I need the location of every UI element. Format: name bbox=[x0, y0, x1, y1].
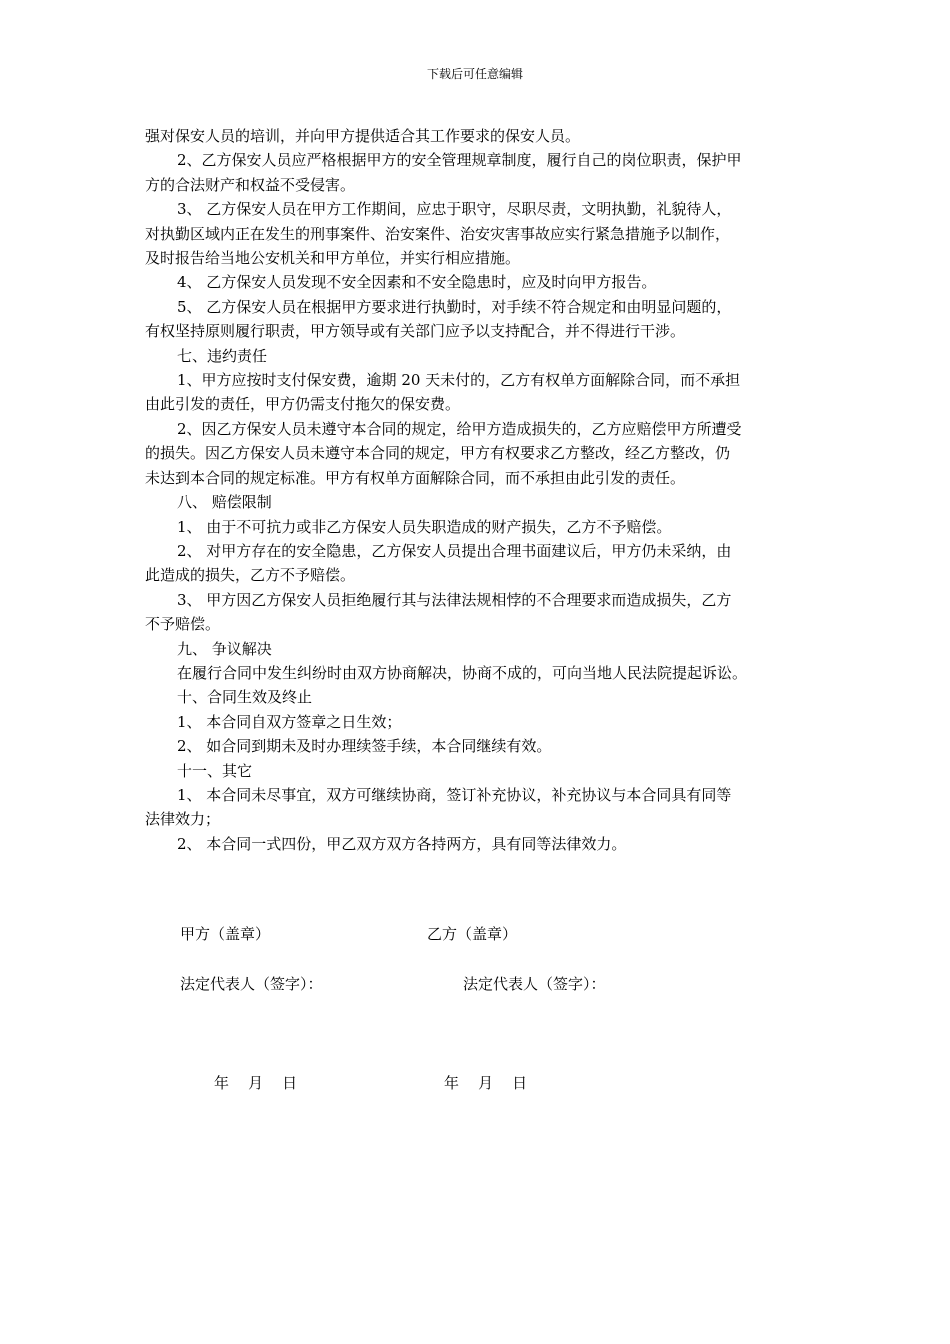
text-line: 不予赔偿。 bbox=[145, 615, 221, 634]
text-line: 对执勤区域内正在发生的刑事案件、治安案件、治安灾害事故应实行紧急措施予以制作， bbox=[145, 224, 731, 243]
text-line: 1、 本合同未尽事宜，双方可继续协商，签订补充协议，补充协议与本合同具有同等 bbox=[177, 785, 732, 804]
text-line: 的损失。因乙方保安人员未遵守本合同的规定，甲方有权要求乙方整改，经乙方整改，仍 bbox=[145, 444, 731, 463]
text-line: 法律效力； bbox=[145, 810, 221, 829]
text-line: 在履行合同中发生纠纷时由双方协商解决，协商不成的，可向当地人民法院提起诉讼。 bbox=[177, 663, 748, 682]
text-line: 2、乙方保安人员应严格根据甲方的安全管理规章制度，履行自己的岗位职责，保护甲 bbox=[177, 151, 742, 170]
text-line: 强对保安人员的培训，并向甲方提供适合其工作要求的保安人员。 bbox=[145, 127, 581, 145]
party-a-representative-label: 法定代表人（签字）： bbox=[180, 975, 323, 993]
text-line: 3、 甲方因乙方保安人员拒绝履行其与法律法规相悖的不合理要求而造成损失，乙方 bbox=[177, 590, 732, 609]
text-line: 此造成的损失，乙方不予赔偿。 bbox=[145, 566, 356, 585]
contract-body bbox=[145, 124, 825, 856]
text-line: 4、 乙方保安人员发现不安全因素和不安全隐患时，应及时向甲方报告。 bbox=[177, 273, 657, 292]
text-line: 有权坚持原则履行职责，甲方领导或有关部门应予以支持配合，并不得进行干涉。 bbox=[145, 322, 686, 341]
party-a-date: 年 月 日 bbox=[214, 1074, 298, 1092]
text-line: 2、因乙方保安人员未遵守本合同的规定，给甲方造成损失的，乙方应赔偿甲方所遭受 bbox=[177, 419, 742, 438]
text-line: 方的合法财产和权益不受侵害。 bbox=[145, 175, 356, 194]
text-line: 3、 乙方保安人员在甲方工作期间，应忠于职守，尽职尽责，文明执勤，礼貌待人， bbox=[177, 200, 732, 219]
text-line: 2、 本合同一式四份，甲乙双方双方各持两方，具有同等法律效力。 bbox=[177, 834, 627, 853]
text-line: 未达到本合同的规定标准。甲方有权单方面解除合同，而不承担由此引发的责任。 bbox=[145, 468, 686, 487]
text-line: 由此引发的责任，甲方仍需支付拖欠的保安费。 bbox=[145, 395, 461, 414]
text-line: 七、违约责任 bbox=[177, 346, 268, 365]
text-line: 1、甲方应按时支付保安费，逾期 20 天未付的，乙方有权单方面解除合同，而不承担 bbox=[177, 371, 741, 390]
party-b-representative-label: 法定代表人（签字）： bbox=[463, 975, 606, 993]
party-a-seal-label: 甲方（盖章） bbox=[180, 925, 271, 943]
page-header: 下载后可任意编辑 bbox=[426, 67, 523, 81]
text-line: 十、合同生效及终止 bbox=[177, 688, 313, 707]
text-line: 九、 争议解决 bbox=[177, 639, 272, 658]
text-line: 5、 乙方保安人员在根据甲方要求进行执勤时，对手续不符合规定和由明显问题的， bbox=[177, 297, 732, 316]
text-line: 1、 本合同自双方签章之日生效； bbox=[177, 712, 402, 731]
text-line: 2、 如合同到期未及时办理续签手续，本合同继续有效。 bbox=[177, 737, 552, 756]
text-line: 十一、其它 bbox=[177, 761, 253, 780]
text-line: 及时报告给当地公安机关和甲方单位，并实行相应措施。 bbox=[145, 249, 521, 268]
party-b-seal-label: 乙方（盖章） bbox=[427, 925, 518, 943]
text-line: 2、 对甲方存在的安全隐患，乙方保安人员提出合理书面建议后，甲方仍未采纳，由 bbox=[177, 541, 732, 560]
text-line: 1、 由于不可抗力或非乙方保安人员失职造成的财产损失，乙方不予赔偿。 bbox=[177, 517, 672, 536]
text-line: 八、 赔偿限制 bbox=[177, 493, 272, 512]
party-b-date: 年 月 日 bbox=[444, 1074, 528, 1092]
